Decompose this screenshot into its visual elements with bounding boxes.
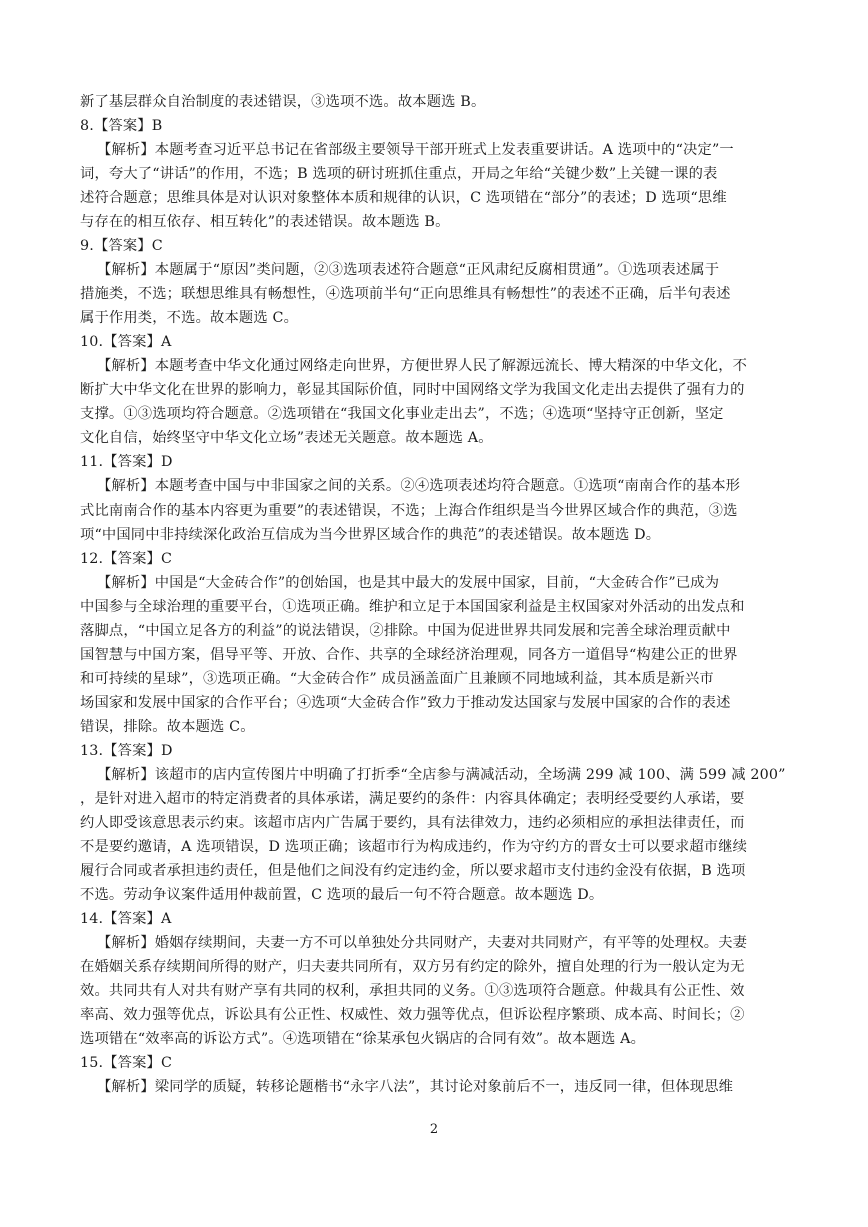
text-line: 【解析】婚姻存续期间，夫妻一方不可以单独处分共同财产，夫妻对共同财产，有平等的处理权。夫妻 <box>97 935 748 952</box>
text-line: 10.【答案】A <box>80 334 172 351</box>
text-line: 9.【答案】C <box>80 238 163 255</box>
text-line: 断扩大中华文化在世界的影响力，彰显其国际价值，同时中国网络文学为我国文化走出去提供了强有力的 <box>80 382 745 399</box>
text-line: 选项错在“效率高的诉讼方式”。④选项错在“徐某承包火锅店的合同有效”。故本题选 A。 <box>80 1031 646 1048</box>
text-line: 【解析】本题属于“原因”类问题，②③选项表述符合题意“正风肃纪反腐相贯通”。①选项表述属于 <box>97 262 720 279</box>
text-line: 不是要约邀请，A 选项错误，D 选项正确；该超市行为构成违约，作为守约方的晋女士可以要求超市继续 <box>80 838 748 855</box>
text-line: 效。共同共有人对共有财产享有共同的权利，承担共同的义务。①③选项符合题意。仲裁具有公正性、效 <box>80 983 745 1000</box>
text-line: 错误，排除。故本题选 C。 <box>80 718 255 735</box>
text-line: 13.【答案】D <box>80 742 173 759</box>
text-line: 【解析】中国是“大金砖合作”的创始国，也是其中最大的发展中国家，目前，“大金砖合作”已成为 <box>97 574 720 591</box>
text-line: 【解析】该超市的店内宣传图片中明确了打折季“全店参与满减活动，全场满 299 减 100、满 599 减 200” <box>97 766 786 783</box>
text-line: 与存在的相互依存、相互转化”的表述错误。故本题选 B。 <box>80 214 450 231</box>
text-line: 8.【答案】B <box>80 118 163 135</box>
text-line: 新了基层群众自治制度的表述错误，③选项不选。故本题选 B。 <box>80 94 486 110</box>
text-line: 不选。劳动争议案件适用仲裁前置，C 选项的最后一句不符合题意。故本题选 D。 <box>80 886 604 903</box>
text-line: 12.【答案】C <box>80 550 173 567</box>
text-line: 文化自信，始终坚守中华文化立场”表述无关题意。故本题选 A。 <box>80 430 493 447</box>
text-line: 和可持续的星球”，③选项正确。“大金砖合作” 成员涵盖面广且兼顾不同地域利益，其本质是新兴市 <box>80 670 714 687</box>
text-line: 履行合同或者承担违约责任，但是他们之间没有约定违约金，所以要求超市支付违约金没有依据，B 选项 <box>80 862 746 879</box>
text-line: 率高、效力强等优点，诉讼具有公正性、权威性、效力强等优点，但诉讼程序繁琐、成本高、时间长；② <box>80 1007 745 1024</box>
text-line: 【解析】本题考查习近平总书记在省部级主要领导干部开班式上发表重要讲话。A 选项中的“决定”一 <box>97 142 734 159</box>
text-line: 【解析】本题考查中华文化通过网络走向世界，方便世界人民了解源远流长、博大精深的中华文化，不 <box>97 358 748 375</box>
text-line: 属于作用类，不选。故本题选 C。 <box>80 310 299 327</box>
text-line: 场国家和发展中国家的合作平台；④选项“大金砖合作”致力于推动发达国家与发展中国家的合作的表述 <box>80 694 731 711</box>
text-line: 支撑。①③选项均符合题意。②选项错在“我国文化事业走出去”，不选；④选项“坚持守正创新，坚定 <box>80 406 724 423</box>
text-line: 措施类，不选；联想思维具有畅想性，④选项前半句“正向思维具有畅想性”的表述不正确，后半句表述 <box>80 286 731 303</box>
text-line: 述符合题意；思维具体是对认识对象整体本质和规律的认识，C 选项错在“部分”的表述；D 选项“思维 <box>80 190 727 207</box>
text-line: 国智慧与中国方案，倡导平等、开放、合作、共享的全球经济治理观，同各方一道倡导“构建公正的世界 <box>80 646 738 663</box>
text-line: 14.【答案】A <box>80 911 172 928</box>
text-line: 【解析】本题考查中国与中非国家之间的关系。②④选项表述均符合题意。①选项“南南合作的基本形 <box>97 478 741 495</box>
text-line: 中国参与全球治理的重要平台，①选项正确。维护和立足于本国国家利益是主权国家对外活动的出发点和 <box>80 598 745 615</box>
text-line: 约人即受该意思表示约束。该超市店内广告属于要约，具有法律效力，违约必须相应的承担法律责任，而 <box>80 814 745 831</box>
text-line: 在婚姻关系存续期间所得的财产，归夫妻共同所有，双方另有约定的除外，擅自处理的行为一般认定为无 <box>80 959 745 976</box>
text-line: 【解析】梁同学的质疑，转移论题楷书“永字八法”，其讨论对象前后不一，违反同一律，但体现思维 <box>97 1079 734 1096</box>
text-line: ，是针对进入超市的特定消费者的具体承诺，满足要约的条件：内容具体确定；表明经受要约人承诺，要 <box>80 790 745 807</box>
text-line: 落脚点，“中国立足各方的利益”的说法错误，②排除。中国为促进世界共同发展和完善全球治理贡献中 <box>80 622 731 639</box>
text-line: 11.【答案】D <box>80 454 173 471</box>
text-line: 式比南南合作的基本内容更为重要”的表述错误，不选；上海合作组织是当今世界区域合作的典范，③选 <box>80 502 738 519</box>
text-line: 项“中国同中非持续深化政治互信成为当今世界区域合作的典范”的表述错误。故本题选 D。 <box>80 526 661 543</box>
text-line: 词，夸大了“讲话”的作用，不选；B 选项的研讨班抓住重点，开局之年给“关键少数”上关键一课的表 <box>80 166 718 183</box>
page-number: 2 <box>429 1122 439 1137</box>
text-line: 15.【答案】C <box>80 1055 173 1072</box>
